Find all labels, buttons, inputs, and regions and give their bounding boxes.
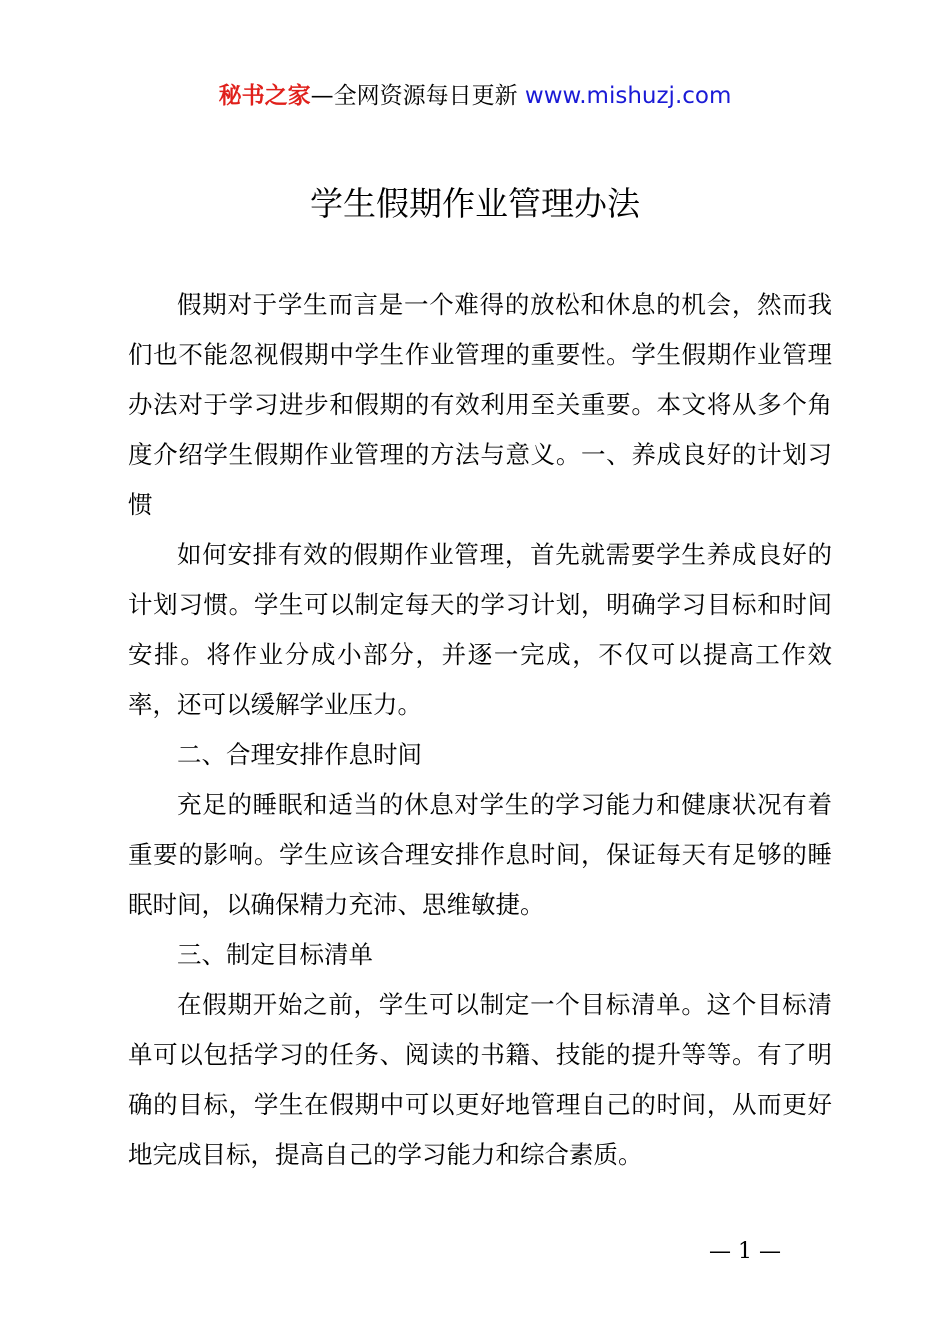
- site-url-link[interactable]: www.mishuzj.com: [524, 83, 732, 109]
- brand-name: 秘书之家: [218, 83, 311, 109]
- header-tagline: —全网资源每日更新: [310, 83, 525, 109]
- section-heading: 二、合理安排作息时间: [177, 740, 422, 769]
- paragraph: 如何安排有效的假期作业管理，首先就需要学生养成良好的计划习惯。学生可以制定每天的学习计划，明确学习目标和时间安排。将作业分成小部分，并逐一完成，不仅可以提高工作效率，还可以缓解学业压力。: [128, 540, 832, 719]
- document-title: 学生假期作业管理办法: [310, 184, 640, 223]
- paragraph: 充足的睡眠和适当的休息对学生的学习能力和健康状况有着重要的影响。学生应该合理安排作息时间，保证每天有足够的睡眠时间，以确保精力充沛、思维敏捷。: [128, 790, 832, 919]
- document-body: [128, 280, 832, 1180]
- paragraph: 在假期开始之前，学生可以制定一个目标清单。这个目标清单可以包括学习的任务、阅读的书籍、技能的提升等等。有了明确的目标，学生在假期中可以更好地管理自己的时间，从而更好地完成目标，提高自己的学习能力和综合素质。: [128, 990, 832, 1169]
- section-heading: 三、制定目标清单: [177, 940, 373, 969]
- paragraph: 假期对于学生而言是一个难得的放松和休息的机会，然而我们也不能忽视假期中学生作业管理的重要性。学生假期作业管理办法对于学习进步和假期的有效利用至关重要。本文将从多个角度介绍学生假期作业管理的方法与意义。一、养成良好的计划习惯: [128, 290, 832, 519]
- site-header: [0, 80, 950, 112]
- page-number: — 1 —: [709, 1239, 781, 1264]
